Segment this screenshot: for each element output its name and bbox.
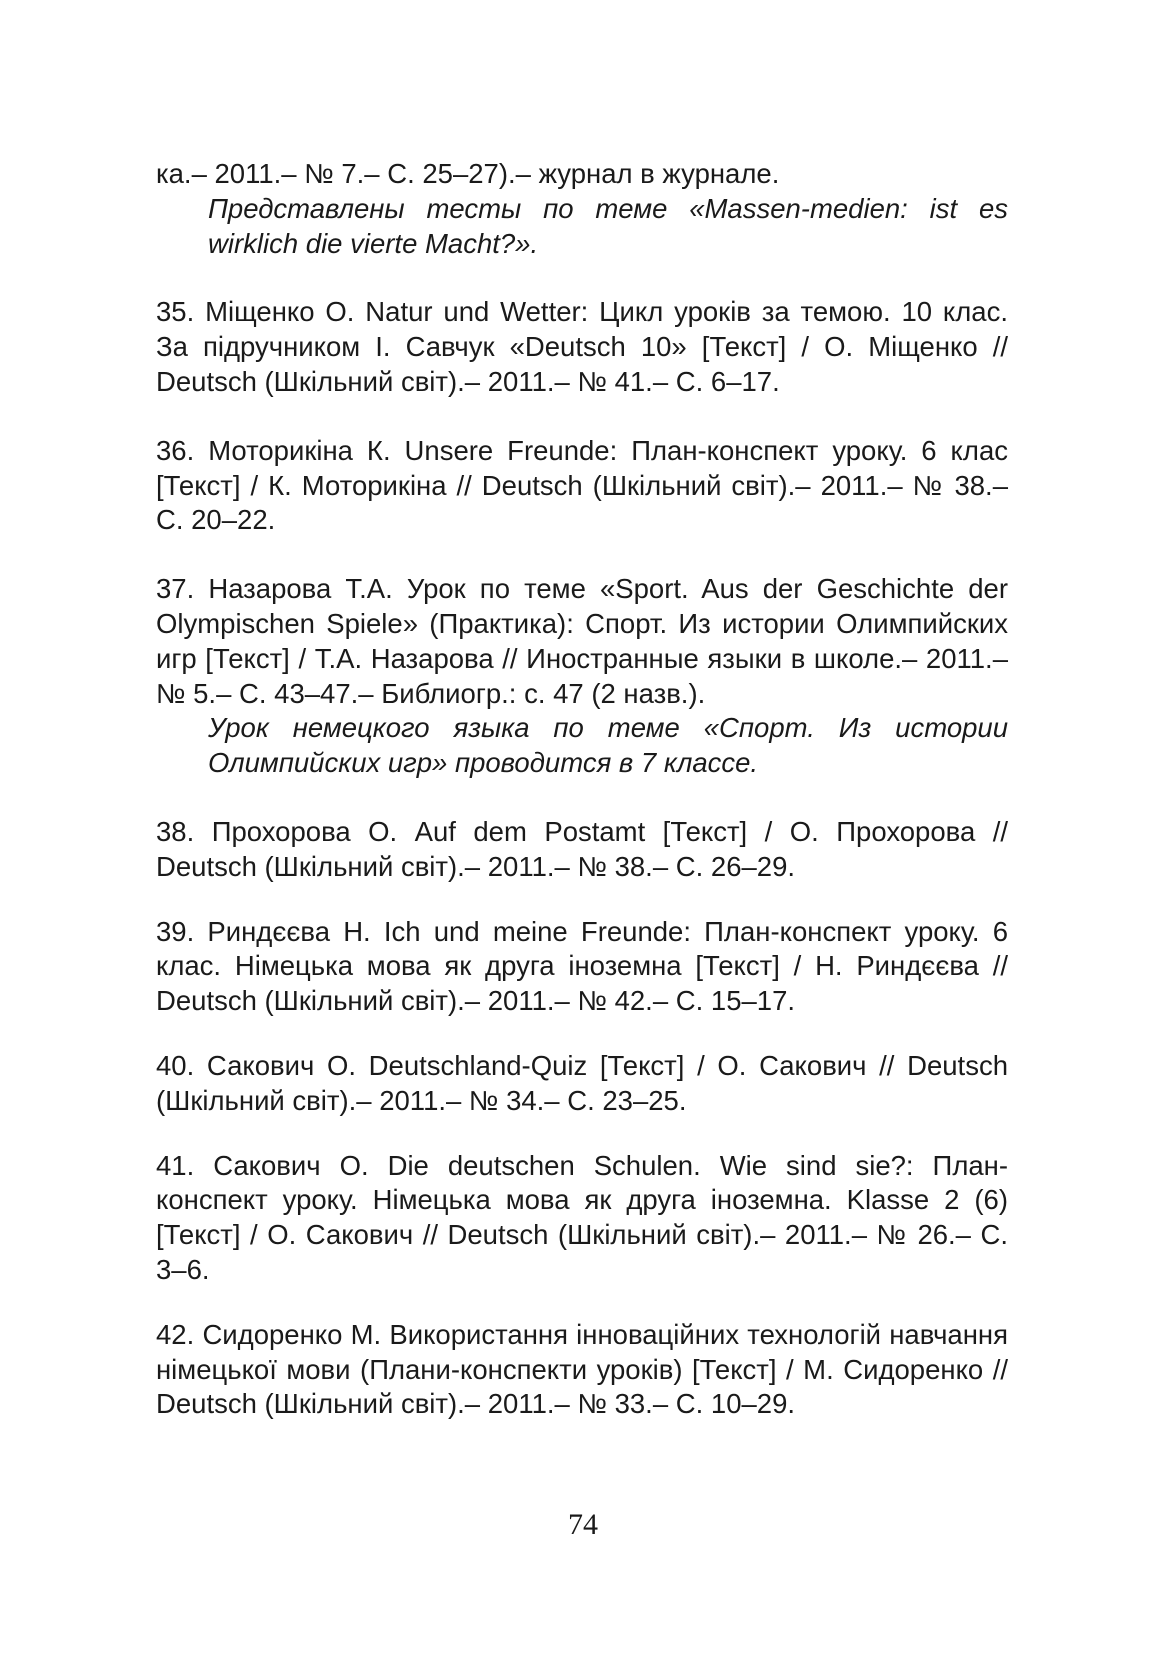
bibliography-entry-40	[156, 1049, 1008, 1119]
bibliography-list	[156, 157, 1008, 1422]
bibliography-entry-35	[156, 295, 1008, 399]
entry-citation: 36. Моторикіна К. Unsere Freunde: План-конспект уроку. 6 клас [Текст] / К. Моторикіна // Deutsch (Шкільний світ).– 2011.– № 38.– С. 20–22.	[156, 434, 1008, 536]
entry-citation: 41. Сакович О. Die deutschen Schulen. Wie sind sie?: План-конспект уроку. Німецька мова як друга іноземна. Klasse 2 (6) [Текст] / О. Сакович // Deutsch (Шкільний світ).– 2011.– № 26.– С. 3–6.	[156, 1149, 1008, 1285]
bibliography-entry-continued	[156, 157, 1008, 261]
bibliography-entry-42	[156, 1318, 1008, 1422]
entry-citation: 35. Міщенко О. Natur und Wetter: Цикл уроків за темою. 10 клас. За підручником І. Савчук «Deutsch 10» [Текст] / О. Міщенко // Deutsch (Шкільний світ).– 2011.– № 41.– С. 6–17.	[156, 296, 1008, 397]
entry-citation: 39. Риндєєва Н. Ich und meine Freunde: План-конспект уроку. 6 клас. Німецька мова як друга іноземна [Текст] / Н. Риндєєва // Deutsch (Шкільний світ).– 2011.– № 42.– С. 15–17.	[156, 915, 1008, 1017]
entry-citation: 37. Назарова Т.А. Урок по теме «Sport. Aus der Geschichte der Olympischen Spiele» (Практика): Спорт. Из истории Олимпийских игр [Текст] / Т.А. Назарова // Иностранные языки в школе.– 2011.– № 5.– С. 43–47.– Библиогр.: с. 47 (2 назв.).	[156, 573, 1008, 709]
bibliography-entry-39	[156, 915, 1008, 1019]
entry-annotation: Представлены тесты по теме «Massen-medien: ist es wirklich die vierte Macht?».	[208, 192, 1008, 259]
bibliography-entry-36	[156, 434, 1008, 538]
entry-citation: 40. Сакович О. Deutschland-Quiz [Текст] / О. Сакович // Deutsch (Шкільний світ).– 2011.– № 34.– С. 23–25.	[156, 1049, 1008, 1116]
entry-citation: 38. Прохорова О. Auf dem Postamt [Текст] / О. Прохорова // Deutsch (Шкільний світ).– 2011.– № 38.– С. 26–29.	[156, 815, 1008, 882]
bibliography-entry-41	[156, 1149, 1008, 1288]
bibliography-entry-38	[156, 815, 1008, 885]
entry-citation: ка.– 2011.– № 7.– С. 25–27).– журнал в журнале.	[156, 158, 780, 189]
page-number: 74	[568, 1508, 598, 1541]
entry-annotation: Урок немецкого языка по теме «Спорт. Из истории Олимпийских игр» проводится в 7 классе.	[208, 712, 1008, 779]
entry-citation: 42. Сидоренко М. Використання інноваційних технологій навчання німецької мови (Плани-конспекти уроків) [Текст] / М. Сидоренко // Deutsch (Шкільний світ).– 2011.– № 33.– С. 10–29.	[156, 1318, 1008, 1420]
bibliography-entry-37	[156, 572, 1008, 781]
